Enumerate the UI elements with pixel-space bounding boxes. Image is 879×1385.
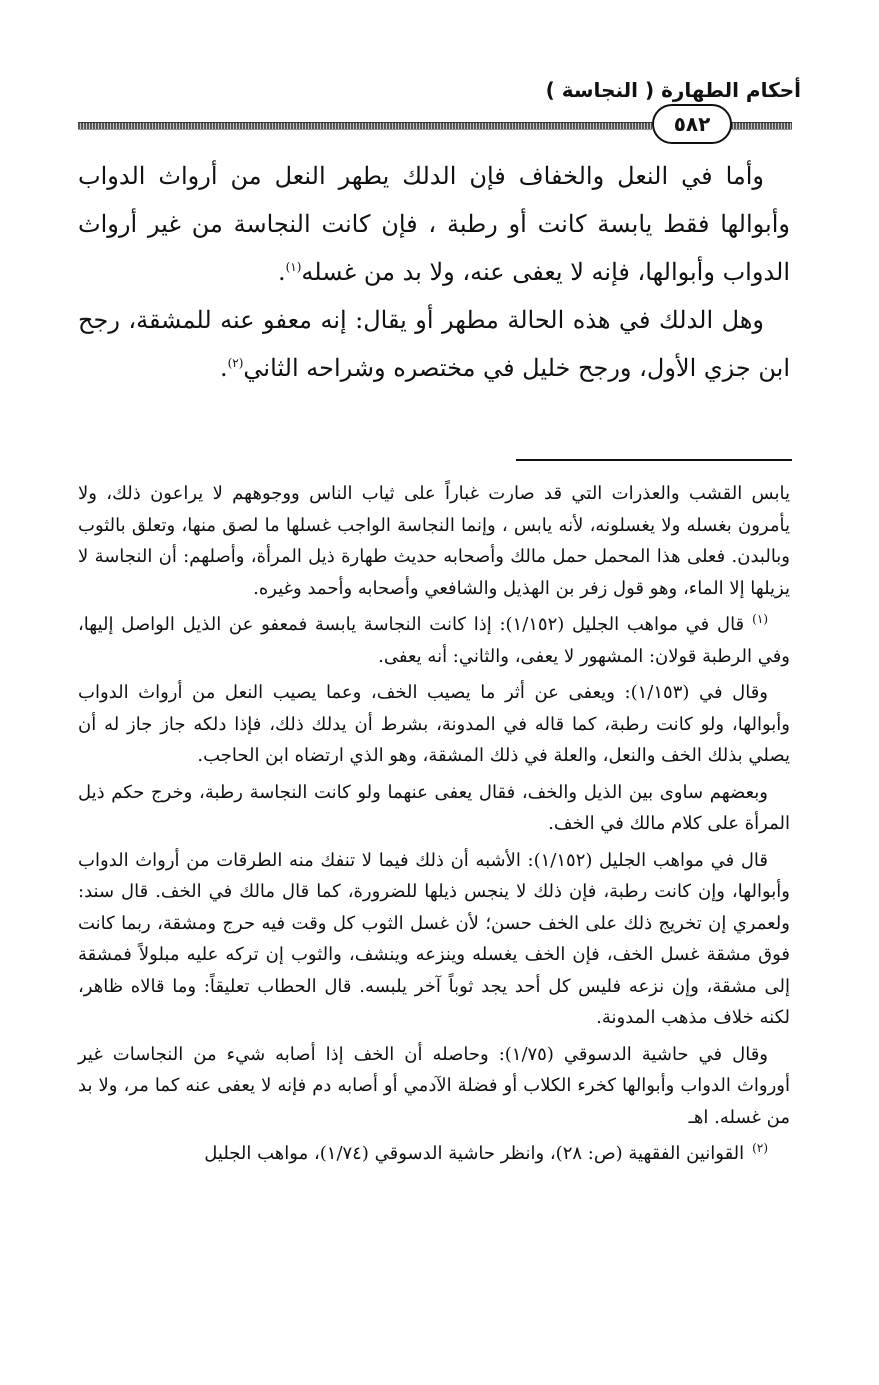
- footnote-number: (٢): [752, 1141, 768, 1155]
- footnote-paragraph: وبعضهم ساوى بين الذيل والخف، فقال يعفى عنهما ولو كانت النجاسة رطبة، وخرج حكم ذيل المرأة على كلام مالك في الخف.: [78, 781, 790, 834]
- footnote-paragraph: وقال في حاشية الدسوقي (١/٧٥): وحاصله أن الخف إذا أصابه شيء من النجاسات غير أورواث الدواب وأبوالها كخرء الكلاب أو فضلة الآدمي أو أصابه دم فإنه لا يعفى عنه كما مر، ولا بد من غسله. اهـ: [78, 1043, 790, 1128]
- body-paragraph-end: .: [219, 354, 228, 382]
- header-rule-left: [78, 122, 652, 130]
- main-text: [78, 152, 790, 392]
- page-number: ٥٨٢: [652, 104, 732, 144]
- footnote-text: قال في مواهب الجليل (١/١٥٢): إذا كانت النجاسة يابسة فمعفو عن الذيل الواصل إليها، وفي الرطبة قولان: المشهور لا يعفى، والثاني: أنه يعفى.: [78, 614, 790, 667]
- header-rule-right: [728, 122, 792, 130]
- footnote-ref-1: (١): [285, 260, 302, 274]
- body-paragraph-end: .: [277, 258, 286, 286]
- footnote-continuation: يابس القشب والعذرات التي قد صارت غباراً على ثياب الناس ووجوههم لا يراعون ذلك، ولا يأمرون بغسله ولا يغسلونه، لأنه يابس ، وإنما النجاسة الواجب غسلها ما لصق منها، وتعلق بالثوب وبالبدن. فعلى هذا المحمل حمل مالك وأصحابه حديث طهارة ذيل المرأة، وأصلهم: أن النجاسة لا يزيلها إلا الماء، وهو قول زفر بن الهذيل والشافعي وأصحابه وأحمد وغيره.: [78, 483, 790, 599]
- footnote-1: [78, 609, 790, 672]
- running-title: أحكام الطهارة ( النجاسة ): [545, 78, 801, 102]
- body-paragraph-text: وأما في النعل والخفاف فإن الدلك يطهر النعل من أرواث الدواب وأبوالها فقط يابسة كانت أو رطبة ، فإن كانت النجاسة من غير أرواث الدواب وأبوالها، فإنه لا يعفى عنه، ولا بد من غسله: [78, 162, 790, 286]
- footnote-ref-2: (٢): [227, 356, 244, 370]
- footnotes: [78, 478, 790, 1170]
- body-paragraph: [78, 152, 790, 296]
- footnote-separator: [516, 459, 792, 461]
- body-paragraph-text: وهل الدلك في هذه الحالة مطهر أو يقال: إنه معفو عنه للمشقة، رجح ابن جزي الأول، ورجح خليل في مختصره وشراحه الثاني: [78, 306, 790, 382]
- footnote-paragraph: قال في مواهب الجليل (١/١٥٢): الأشبه أن ذلك فيما لا تنفك منه الطرقات من أرواث الدواب وأبوالها، وإن كانت رطبة، فإن ذلك لا ينجس ذيلها للضرورة، كما قال مالك في الخف. قال سند: ولعمري إن تخريج ذلك على الخف حسن؛ لأن غسل الثوب كل وقت فيه حرج ومشقة، ربما كانت فوق مشقة غسل الخف، فإن الخف يغسله وينزعه وينشف، والثوب إن تركه عليه مبلولاً فمشقة إلى مشقة، وإن نزعه فليس كل أحد يجد ثوباً آخر يلبسه. قال الحطاب تعليقاً: وما قالاه ظاهر، لكنه خلاف مذهب المدونة.: [78, 849, 790, 1028]
- footnote-2: [78, 1138, 790, 1170]
- footnote-number: (١): [752, 612, 768, 626]
- footnote-paragraph: وقال في (١/١٥٣): ويعفى عن أثر ما يصيب الخف، وعما يصيب النعل من أرواث الدواب وأبوالها، ولو كانت رطبة، كما قاله في المدونة، بشرط أن يدلك ذلك، فإذا دلكه جاز جاز له أن يصلي بذلك الخف والنعل، والعلة في ذلك المشقة، وهو الذي ارتضاه ابن الحاجب.: [78, 682, 790, 766]
- footnote-text: القوانين الفقهية (ص: ٢٨)، وانظر حاشية الدسوقي (١/٧٤)، مواهب الجليل: [204, 1143, 745, 1164]
- body-paragraph: [78, 296, 790, 392]
